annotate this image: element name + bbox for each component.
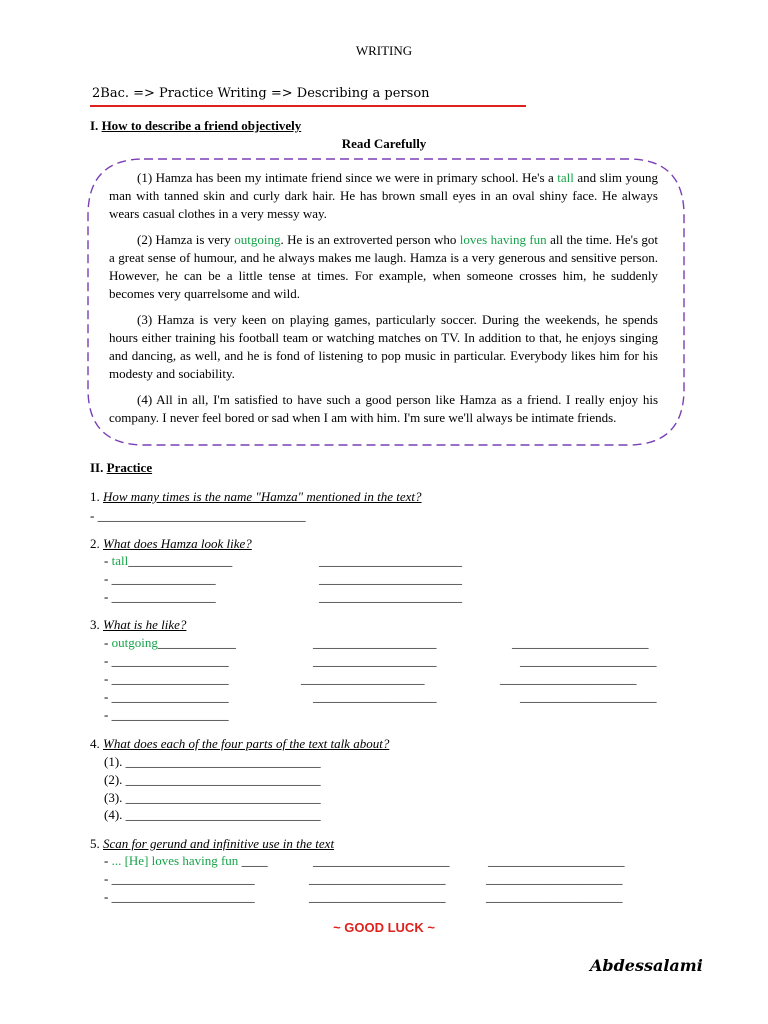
question-3: 3. What is he like? [90, 617, 187, 632]
answer-line[interactable]: _____________________ [486, 871, 623, 886]
paragraph-3: (3) Hamza is very keen on playing games, particularly soccer. During the weekends, he spends hours either training his football team or watching matches on TV. In addition to that, he enjoys singing and dancing, as well, and he is fond of listening to pop music in particular. Everybody likes him for his modesty and sociability. [109, 312, 658, 381]
read-carefully-label: Read Carefully [341, 136, 427, 151]
keyword-loves-having-fun: loves having fun [459, 232, 547, 247]
section-2-heading [90, 460, 152, 476]
answer-line[interactable]: _____________________ [309, 889, 446, 904]
page-title: WRITING [355, 43, 413, 58]
answer-line[interactable]: _____________________ [486, 889, 623, 904]
red-divider [90, 105, 526, 107]
question-4: 4. What does each of the four parts of the text talk about? [90, 736, 390, 751]
paragraph-2: (2) Hamza is very outgoing. He is an extroverted person who loves having fun all the time. He's got a great sense of humour, and he always makes me laugh. Hamza is a very generous and sensitive person. However, he can be a little tense at times. For example, when someone crosses him, he suddenly becomes very quarrelsome and wild. [109, 232, 658, 301]
answer-line[interactable]: _____________________ [313, 853, 450, 868]
answer-line[interactable]: - ________________ [104, 589, 216, 604]
answer-line[interactable]: - __________________ [104, 653, 229, 668]
question-1: 1. How many times is the name "Hamza" mentioned in the text? [90, 489, 422, 504]
answer-line[interactable]: _____________________ [488, 853, 625, 868]
keyword-tall: tall [557, 170, 574, 185]
answer-line[interactable]: - ______________________ [104, 871, 255, 886]
answer-line[interactable]: _____________________ [500, 671, 637, 686]
answer-line[interactable]: - ________________________________ [90, 508, 306, 523]
keyword-outgoing: outgoing [234, 232, 281, 247]
answer-line[interactable]: - ______________________ [104, 889, 255, 904]
answer-line[interactable]: (1). ______________________________ [104, 754, 321, 769]
question-5-text: Scan for gerund and infinitive use in the text [103, 836, 335, 851]
answer-line[interactable]: - tall________________ [104, 553, 233, 568]
answer-line[interactable]: (2). ______________________________ [104, 772, 321, 787]
section-1-title: How to describe a friend objectively [101, 118, 302, 133]
answer-line[interactable]: - ... [He] loves having fun ____ [104, 853, 268, 868]
answer-line[interactable]: ___________________ [313, 689, 437, 704]
section-1-heading [90, 118, 301, 134]
answer-line[interactable]: ______________________ [319, 553, 462, 568]
answer-line[interactable]: ______________________ [319, 571, 462, 586]
breadcrumb: 2Bac. => Practice Writing => Describing a person [92, 86, 430, 101]
question-2-text: What does Hamza look like? [103, 536, 252, 551]
paragraph-4: (4) All in all, I'm satisfied to have such a good person like Hamza as a friend. I really enjoy his company. I never feel bored or sad when I am with him. I'm sure we'll always be intimate friends. [109, 392, 658, 425]
answer-line[interactable]: - __________________ [104, 689, 229, 704]
answer-line[interactable]: _____________________ [512, 635, 649, 650]
answer-line[interactable]: ___________________ [313, 635, 437, 650]
answer-line[interactable]: - outgoing____________ [104, 635, 236, 650]
answer-line[interactable]: (3). ______________________________ [104, 790, 321, 805]
answer-line[interactable]: - __________________ [104, 671, 229, 686]
reading-text [109, 169, 658, 427]
paragraph-1: (1) Hamza has been my intimate friend since we were in primary school. He's a tall and slim young man with tanned skin and curly dark hair. He has brown small eyes in an oval shiny face. He always wears casual clothes in a very messy way. [109, 170, 658, 221]
answer-line[interactable]: - __________________ [104, 707, 229, 722]
answer-line[interactable]: _____________________ [309, 871, 446, 886]
example-answer: outgoing [111, 635, 158, 650]
good-luck-text: ~ GOOD LUCK ~ [333, 920, 435, 935]
answer-line[interactable]: _____________________ [520, 653, 657, 668]
example-answer: tall [111, 553, 129, 568]
answer-line[interactable]: - ________________ [104, 571, 216, 586]
section-2-number: II. [90, 460, 107, 475]
answer-line[interactable]: ___________________ [301, 671, 425, 686]
question-5: 5. Scan for gerund and infinitive use in the text [90, 836, 335, 851]
example-answer: ... [He] loves having fun [111, 853, 239, 868]
answer-line[interactable]: ______________________ [319, 589, 462, 604]
question-1-text: How many times is the name "Hamza" mentioned in the text? [103, 489, 422, 504]
answer-line[interactable]: (4). ______________________________ [104, 807, 321, 822]
section-2-title: Practice [106, 460, 153, 475]
author-signature: Abdessalami [590, 956, 703, 975]
question-2: 2. What does Hamza look like? [90, 536, 252, 551]
section-1-number: I. [90, 118, 102, 133]
answer-line[interactable]: _____________________ [520, 689, 657, 704]
answer-line[interactable]: ___________________ [313, 653, 437, 668]
question-4-text: What does each of the four parts of the text talk about? [103, 736, 390, 751]
question-3-text: What is he like? [103, 617, 187, 632]
